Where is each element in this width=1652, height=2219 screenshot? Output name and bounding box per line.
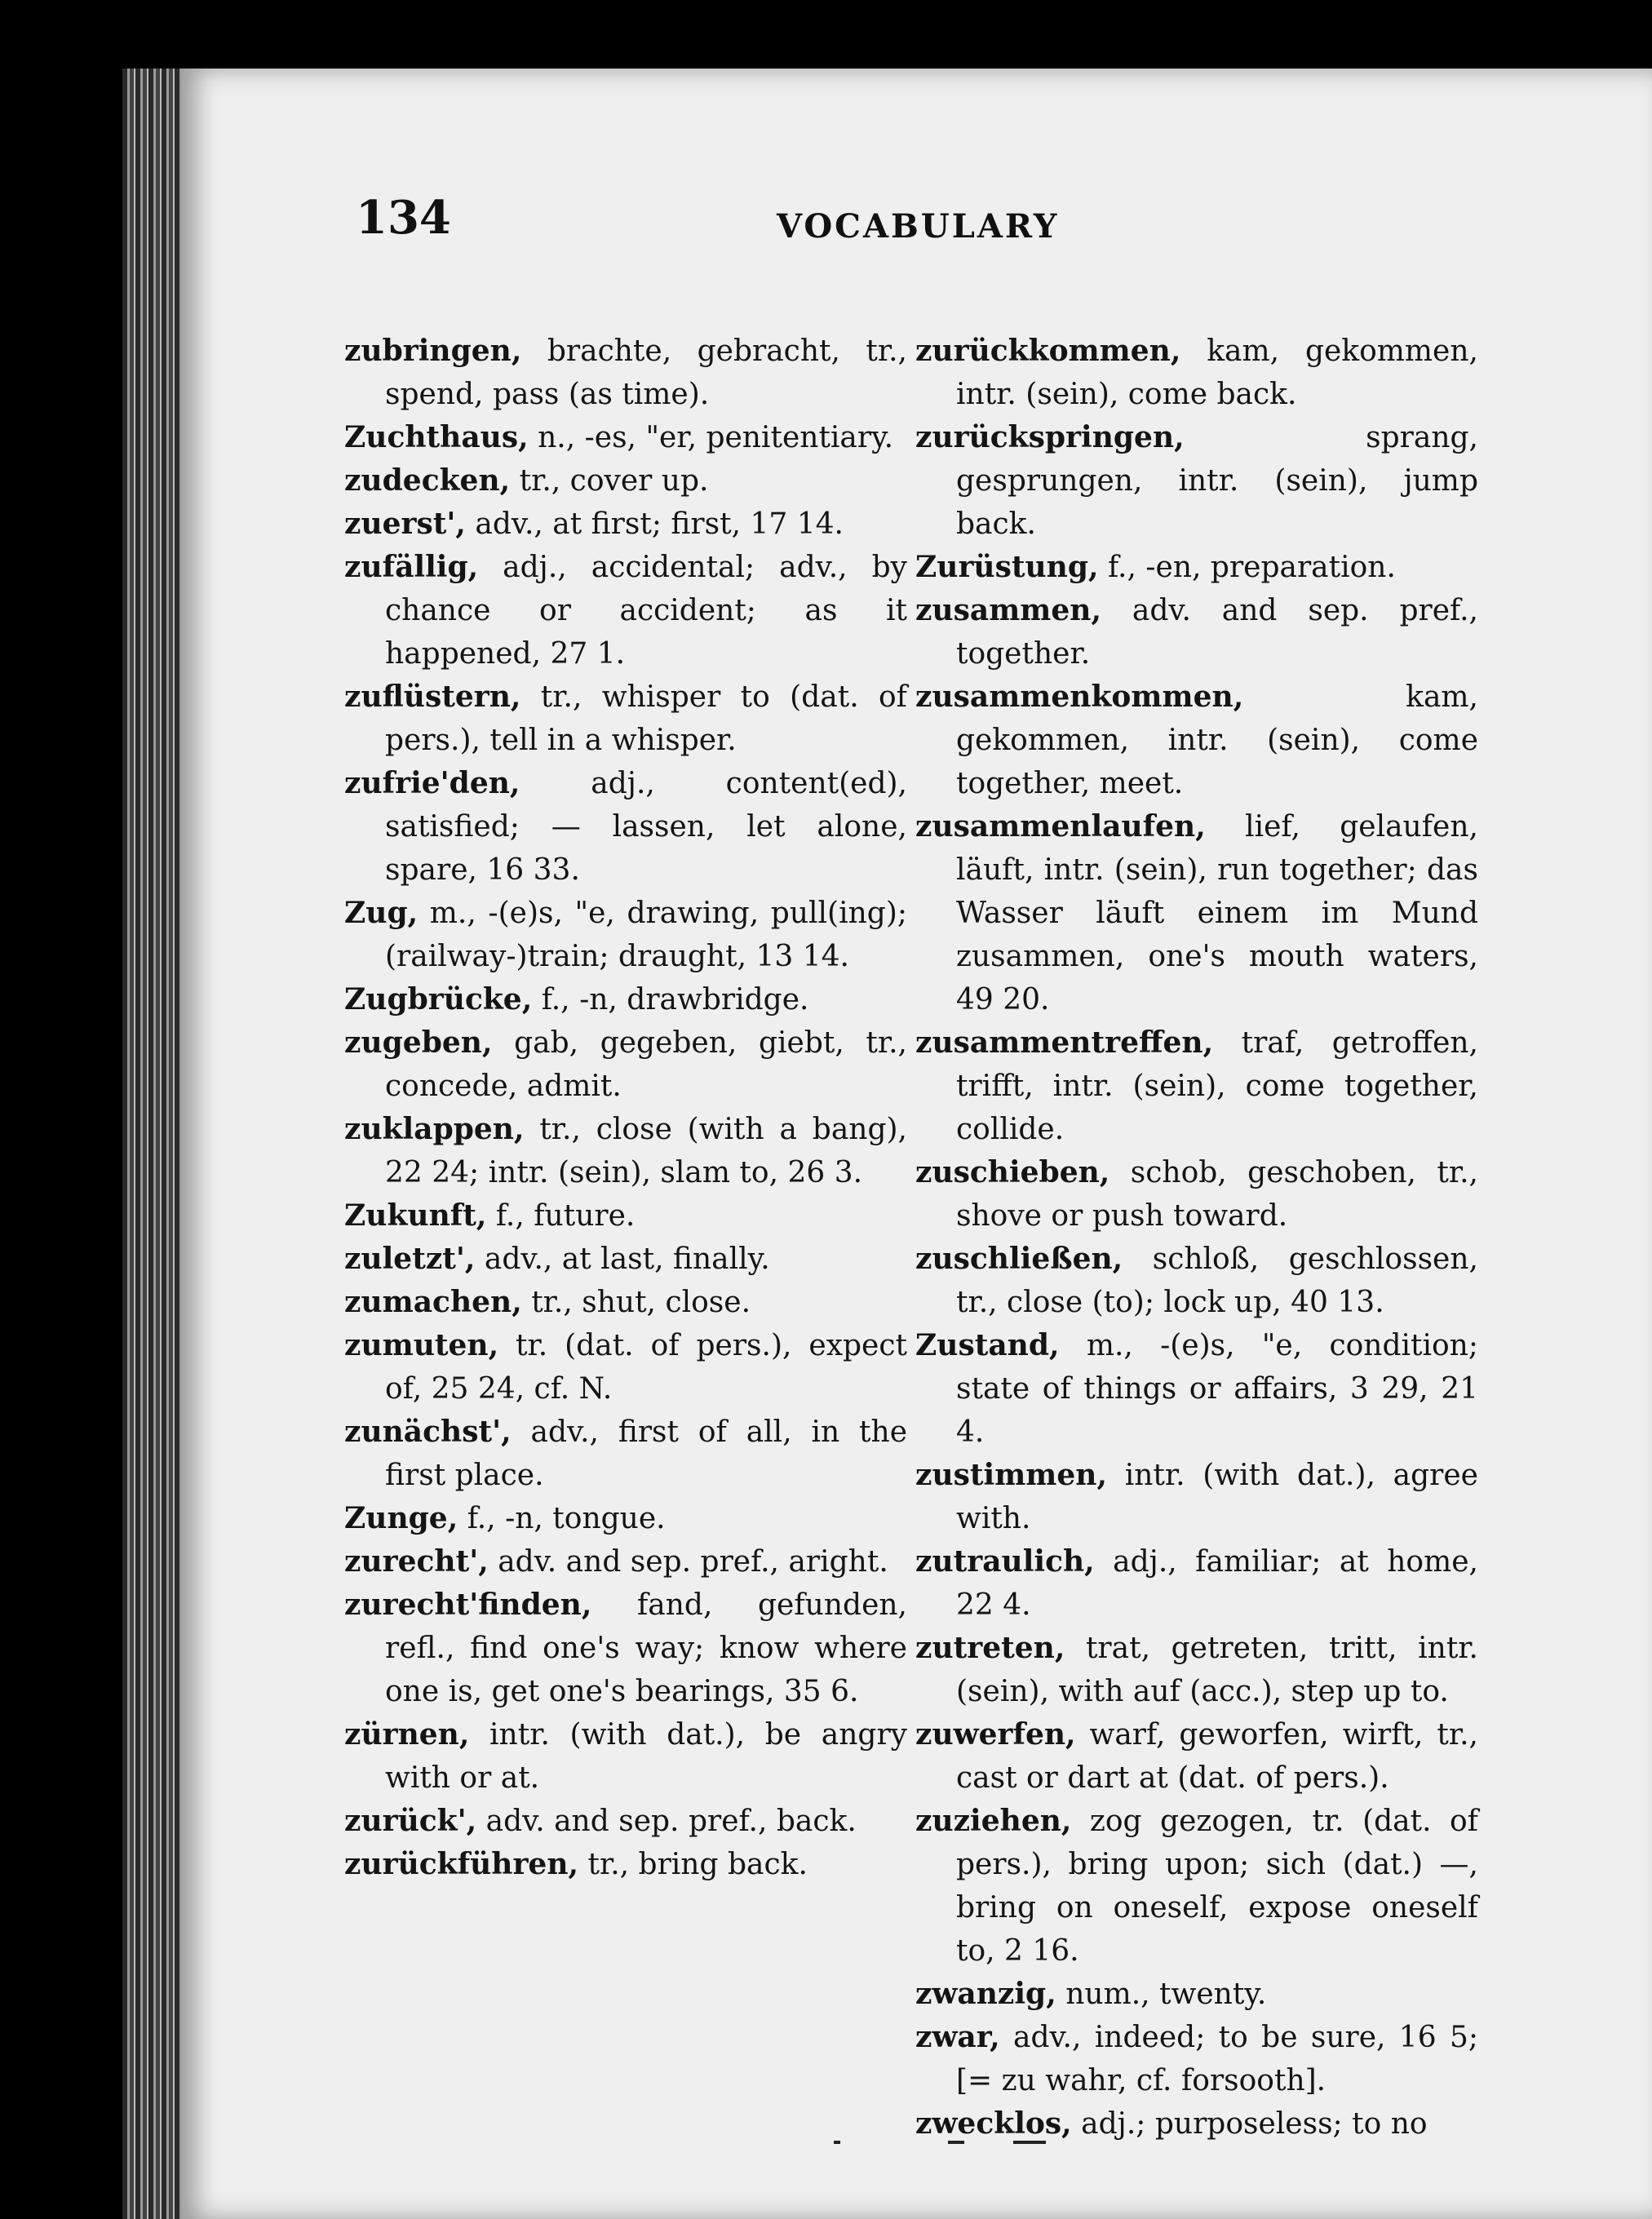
definition: adv. and sep. pref., back. <box>476 1805 857 1838</box>
entry <box>344 1238 907 1281</box>
definition: m., -(e)s, "e, drawing, pull(ing); (railway-)train; draught, 13 14. <box>385 897 907 973</box>
headword: Zug, <box>344 896 419 930</box>
definition: adv. and sep. pref., together. <box>956 594 1478 671</box>
headword: Zukunft, <box>344 1198 487 1233</box>
headword: zustimmen, <box>915 1458 1107 1492</box>
headword: Zustand, <box>915 1328 1060 1362</box>
entry <box>344 1540 907 1583</box>
definition: f., -n, drawbridge. <box>532 983 809 1016</box>
headword: Zuchthaus, <box>344 420 529 454</box>
entry <box>915 546 1478 589</box>
headword: zuschieben, <box>915 1155 1110 1189</box>
headword: zumuten, <box>344 1328 499 1362</box>
headword: zusammenkommen, <box>915 680 1244 714</box>
book-page <box>181 69 1652 2219</box>
entry <box>915 1540 1478 1627</box>
entry <box>344 978 907 1021</box>
entry <box>915 2102 1478 2146</box>
definition: m., -(e)s, "e, condition; state of things or affairs, 3 29, 21 4. <box>956 1329 1478 1449</box>
definition: schob, geschoben, tr., shove or push toward. <box>956 1156 1478 1233</box>
definition: tr., bring back. <box>578 1848 808 1881</box>
definition: f., -en, preparation. <box>1098 551 1396 584</box>
print-mark <box>1013 2141 1046 2144</box>
definition: intr. (with dat.), agree with. <box>956 1459 1478 1535</box>
headword: zubringen, <box>344 334 522 368</box>
entry <box>344 1713 907 1800</box>
entry <box>915 1238 1478 1324</box>
headword: Zunge, <box>344 1501 458 1535</box>
entry <box>915 2016 1478 2102</box>
entry <box>915 416 1478 546</box>
entry <box>344 762 907 892</box>
definition: tr., shut, close. <box>521 1286 751 1319</box>
definition: adv., indeed; to be sure, 16 5; [= zu wahr, cf. forsooth]. <box>956 2021 1478 2097</box>
page-number: 134 <box>356 191 451 245</box>
entry <box>915 805 1478 1021</box>
definition: adj., accidental; adv., by chance or accident; as it happened, 27 1. <box>385 551 907 671</box>
definition: adj.; purposeless; to no <box>1071 2107 1428 2141</box>
entry <box>344 546 907 675</box>
entry <box>344 892 907 978</box>
headword: zwar, <box>915 2020 1000 2054</box>
headword: zürnen, <box>344 1717 470 1752</box>
definition: schloß, geschlossen, tr., close (to); lock up, 40 13. <box>956 1242 1478 1319</box>
entry <box>344 1497 907 1540</box>
entry <box>344 330 907 416</box>
definition: tr., close (with a bang), 22 24; intr. (sein), slam to, 26 3. <box>385 1113 907 1189</box>
entry <box>915 1454 1478 1540</box>
entry <box>344 1324 907 1411</box>
definition: intr. (with dat.), be angry with or at. <box>385 1718 907 1795</box>
entry <box>915 1713 1478 1800</box>
definition: f., future. <box>486 1199 636 1233</box>
headword: zufrie'den, <box>344 766 520 800</box>
entry <box>915 1973 1478 2016</box>
entry <box>915 330 1478 416</box>
entry <box>915 1021 1478 1151</box>
headword: zufällig, <box>344 550 479 584</box>
entry <box>915 589 1478 675</box>
print-mark <box>834 2141 840 2144</box>
headword: zugeben, <box>344 1025 493 1060</box>
entry <box>915 1151 1478 1238</box>
headword: zuerst', <box>344 507 466 541</box>
headword: zutraulich, <box>915 1544 1095 1579</box>
definition: warf, geworfen, wirft, tr., cast or dart at (dat. of pers.). <box>956 1718 1478 1795</box>
headword: zumachen, <box>344 1285 522 1319</box>
definition: tr., cover up. <box>510 464 709 498</box>
definition: adv., first of all, in the first place. <box>385 1415 907 1492</box>
headword: zurückführen, <box>344 1847 579 1881</box>
entry <box>915 675 1478 805</box>
left-column <box>344 330 907 1886</box>
definition: num., twenty. <box>1056 1978 1267 2011</box>
definition: sprang, gesprungen, intr. (sein), jump back. <box>956 421 1478 541</box>
book-spine-edge <box>122 69 188 2219</box>
definition: trat, getreten, tritt, intr. (sein), with auf (acc.), step up to. <box>956 1632 1478 1708</box>
headword: zudecken, <box>344 463 511 498</box>
headword: zusammen, <box>915 593 1102 627</box>
print-mark <box>948 2141 964 2144</box>
headword: zuletzt', <box>344 1242 476 1276</box>
right-column <box>915 330 1478 2146</box>
definition: n., -es, "er, penitentiary. <box>528 421 894 454</box>
entry <box>344 1800 907 1843</box>
headword: Zugbrücke, <box>344 982 533 1016</box>
entry <box>344 675 907 762</box>
definition: f., -n, tongue. <box>458 1502 666 1535</box>
headword: Zurüstung, <box>915 550 1099 584</box>
definition: kam, gekommen, intr. (sein), come back. <box>956 334 1478 411</box>
definition: adv. and sep. pref., aright. <box>488 1545 888 1579</box>
headword: zunächst', <box>344 1415 512 1449</box>
definition: fand, gefunden, refl., find one's way; know where one is, get one's bearings, 35 6. <box>385 1588 907 1708</box>
headword: zuklappen, <box>344 1112 525 1146</box>
entry <box>344 1411 907 1497</box>
definition: adj., content(ed), satisfied; — lassen, let alone, spare, 16 33. <box>385 767 907 887</box>
headword: zurecht', <box>344 1544 489 1579</box>
headword: zurecht'finden, <box>344 1588 592 1622</box>
headword: zusammentreffen, <box>915 1025 1214 1060</box>
entry <box>344 416 907 459</box>
headword: zurückkommen, <box>915 334 1181 368</box>
entry <box>915 1800 1478 1973</box>
definition: adj., familiar; at home, 22 4. <box>956 1545 1478 1622</box>
entry <box>344 1281 907 1324</box>
definition: kam, gekommen, intr. (sein), come together, meet. <box>956 680 1478 800</box>
headword: zurückspringen, <box>915 420 1185 454</box>
definition: tr., whisper to (dat. of pers.), tell in a whisper. <box>385 680 907 757</box>
entry <box>344 1021 907 1108</box>
headword: zusammenlaufen, <box>915 809 1206 844</box>
definition: gab, gegeben, giebt, tr., concede, admit. <box>385 1026 907 1103</box>
definition: tr. (dat. of pers.), expect of, 25 24, cf. N. <box>385 1329 907 1406</box>
entry <box>915 1324 1478 1454</box>
definition: adv., at first; first, 17 14. <box>465 507 844 541</box>
entry <box>344 1194 907 1238</box>
headword: zwecklos, <box>915 2106 1072 2141</box>
headword: zuschließen, <box>915 1242 1123 1276</box>
headword: zuflüstern, <box>344 680 521 714</box>
entry <box>344 1108 907 1194</box>
definition: zog gezogen, tr. (dat. of pers.), bring upon; sich (dat.) —, bring on oneself, expose oneself to, 2 16. <box>956 1805 1478 1968</box>
entry <box>344 503 907 546</box>
definition: adv., at last, finally. <box>475 1242 770 1276</box>
headword: zuziehen, <box>915 1804 1072 1838</box>
definition: traf, getroffen, trifft, intr. (sein), come together, collide. <box>956 1026 1478 1146</box>
entry <box>915 1627 1478 1713</box>
entry <box>344 1583 907 1713</box>
definition: brachte, gebracht, tr., spend, pass (as time). <box>385 334 907 411</box>
entry <box>344 459 907 503</box>
definition: lief, gelaufen, läuft, intr. (sein), run together; das Wasser läuft einem im Mund zusammen, one's mouth waters, 49 20. <box>956 810 1478 1016</box>
entry <box>344 1843 907 1886</box>
headword: zuwerfen, <box>915 1717 1076 1752</box>
running-head: VOCABULARY <box>777 207 1060 246</box>
headword: zwanzig, <box>915 1977 1056 2011</box>
headword: zurück', <box>344 1804 477 1838</box>
headword: zutreten, <box>915 1631 1065 1665</box>
